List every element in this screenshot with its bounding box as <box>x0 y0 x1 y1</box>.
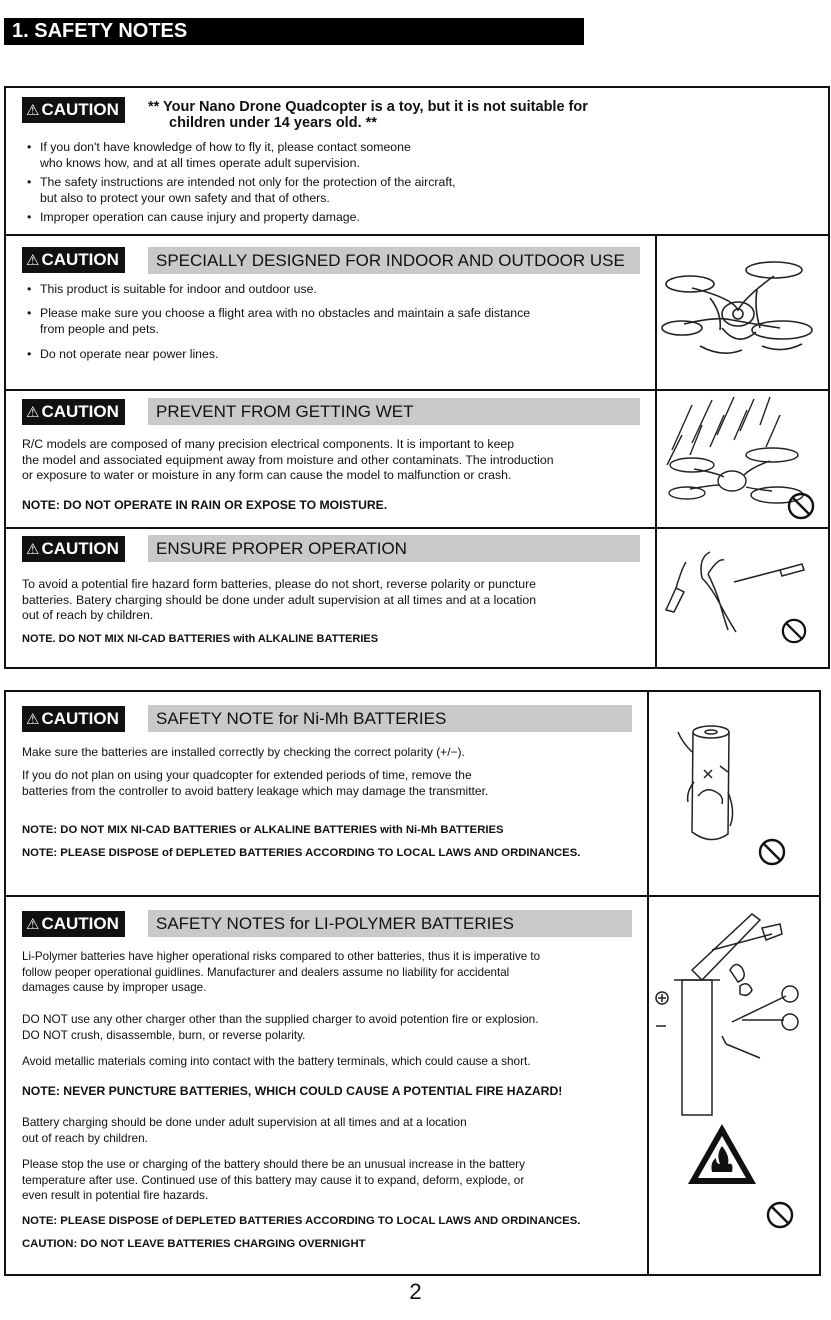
flammable-warning-icon <box>686 1122 758 1186</box>
box5-body: Make sure the batteries are installed correctly by checking the correct polarity (+/−). <box>22 745 465 759</box>
box5-note: NOTE: DO NOT MIX NI-CAD BATTERIES or ALKALINE BATTERIES with Ni-Mh BATTERIES <box>22 824 504 836</box>
box6-note: NOTE: PLEASE DISPOSE of DEPLETED BATTERIES ACCORDING TO LOCAL LAWS AND ORDINANCES. <box>22 1215 581 1227</box>
box5-heading: SAFETY NOTE for Ni-Mh BATTERIES <box>148 705 632 732</box>
prohibition-icon <box>787 492 815 520</box>
warning-triangle-icon: ⚠ <box>26 541 40 558</box>
box6-para: Battery charging should be done under adult supervision at all times and at a location out of reach by children. <box>22 1115 467 1145</box>
box3-body: R/C models are composed of many precision electrical components. It is important to keep the model and associated equipment away from moisture and other contaminats. The introduction or exposure to water or moisture in any form can cause the model to malfunction or crash. <box>22 437 554 482</box>
warning-triangle-icon: ⚠ <box>26 404 40 421</box>
box4-note: NOTE. DO NOT MIX NI-CAD BATTERIES with ALKALINE BATTERIES <box>22 633 379 645</box>
box4-body: To avoid a potential fire hazard form batteries, please do not short, reverse polarity or puncture batteries. Batery charging should be done under adult supervision at all times and at a location out of reach by children. <box>22 577 537 622</box>
caution-label: CAUTION <box>41 402 119 421</box>
box1-headline: ** Your Nano Drone Quadcopter is a toy, but it is not suitable for <box>148 99 588 115</box>
list-item: • Please make sure you choose a flight area with no obstacles and maintain a safe distance from people and pets. <box>40 306 530 337</box>
prohibition-icon <box>766 1201 794 1229</box>
warning-triangle-icon: ⚠ <box>26 102 40 119</box>
image-column-divider <box>655 234 657 668</box>
caution-badge <box>22 247 125 273</box>
box5-note: NOTE: PLEASE DISPOSE of DEPLETED BATTERIES ACCORDING TO LOCAL LAWS AND ORDINANCES. <box>22 847 581 859</box>
box6-para: Please stop the use or charging of the battery should there be an unusual increase in the battery temperature after use. Continued use of this battery may cause it to expand, deform, explode, or even result in potential fire hazards. <box>22 1157 526 1202</box>
caution-badge <box>22 399 125 425</box>
drone-illustration <box>662 258 822 370</box>
prohibition-icon <box>758 838 786 866</box>
list-item: • This product is suitable for indoor and outdoor use. <box>40 282 317 298</box>
box6-heading: SAFETY NOTES for LI-POLYMER BATTERIES <box>148 910 632 937</box>
box2-heading: SPECIALLY DESIGNED FOR INDOOR AND OUTDOOR USE <box>148 247 640 274</box>
divider <box>4 234 830 236</box>
caution-badge <box>22 97 125 123</box>
box1-headline: children under 14 years old. ** <box>169 115 377 131</box>
warning-triangle-icon: ⚠ <box>26 711 40 728</box>
list-item: • The safety instructions are intended not only for the protection of the aircraft, but also to protect your own safety and that of others. <box>40 175 456 206</box>
box6-para: DO NOT use any other charger other than the supplied charger to avoid potention fire or explosion. DO NOT crush, disassemble, burn, or reverse polarity. <box>22 1012 539 1042</box>
section-title: 1. SAFETY NOTES <box>4 18 584 45</box>
page-number: 2 <box>409 1279 422 1304</box>
box4-heading: ENSURE PROPER OPERATION <box>148 535 640 562</box>
box6-para: Li-Polymer batteries have higher operational risks compared to other batteries, thus it is imperative to follow peoper operational guidlines. Manufacturer and dealers assume no liability for accidental damages cause by improper usage. <box>22 950 541 994</box>
warning-triangle-icon: ⚠ <box>26 916 40 933</box>
prohibition-icon <box>781 618 807 644</box>
leaking-battery-illustration <box>676 722 746 852</box>
box3-heading: PREVENT FROM GETTING WET <box>148 398 640 425</box>
list-item: • Do not operate near power lines. <box>40 347 218 363</box>
box3-note: NOTE: DO NOT OPERATE IN RAIN OR EXPOSE TO MOISTURE. <box>22 498 388 512</box>
caution-label: CAUTION <box>41 709 119 728</box>
box6-para: Avoid metallic materials coming into contact with the battery terminals, which could cause a short. <box>22 1054 531 1068</box>
list-item: • If you don't have knowledge of how to fly it, please contact someone who knows how, and at all times operate adult supervision. <box>40 140 411 171</box>
box6-note: CAUTION: DO NOT LEAVE BATTERIES CHARGING OVERNIGHT <box>22 1238 366 1250</box>
caution-label: CAUTION <box>41 100 119 119</box>
divider <box>4 389 830 391</box>
caution-label: CAUTION <box>41 914 119 933</box>
caution-badge <box>22 536 125 562</box>
box5-body: If you do not plan on using your quadcopter for extended periods of time, remove the batteries from the controller to avoid battery leakage which may damage the transmitter. <box>22 768 489 798</box>
caution-badge <box>22 911 125 937</box>
list-item: • Improper operation can cause injury and property damage. <box>40 210 360 226</box>
caution-label: CAUTION <box>41 539 119 558</box>
divider <box>4 895 821 897</box>
divider <box>4 527 830 529</box>
box6-warning: NOTE: NEVER PUNCTURE BATTERIES, WHICH COULD CAUSE A POTENTIAL FIRE HAZARD! <box>22 1084 563 1098</box>
battery-hazards-illustration <box>652 910 817 1120</box>
warning-triangle-icon: ⚠ <box>26 252 40 269</box>
caution-badge <box>22 706 125 732</box>
image-column-divider <box>647 690 649 1275</box>
caution-label: CAUTION <box>41 250 119 269</box>
